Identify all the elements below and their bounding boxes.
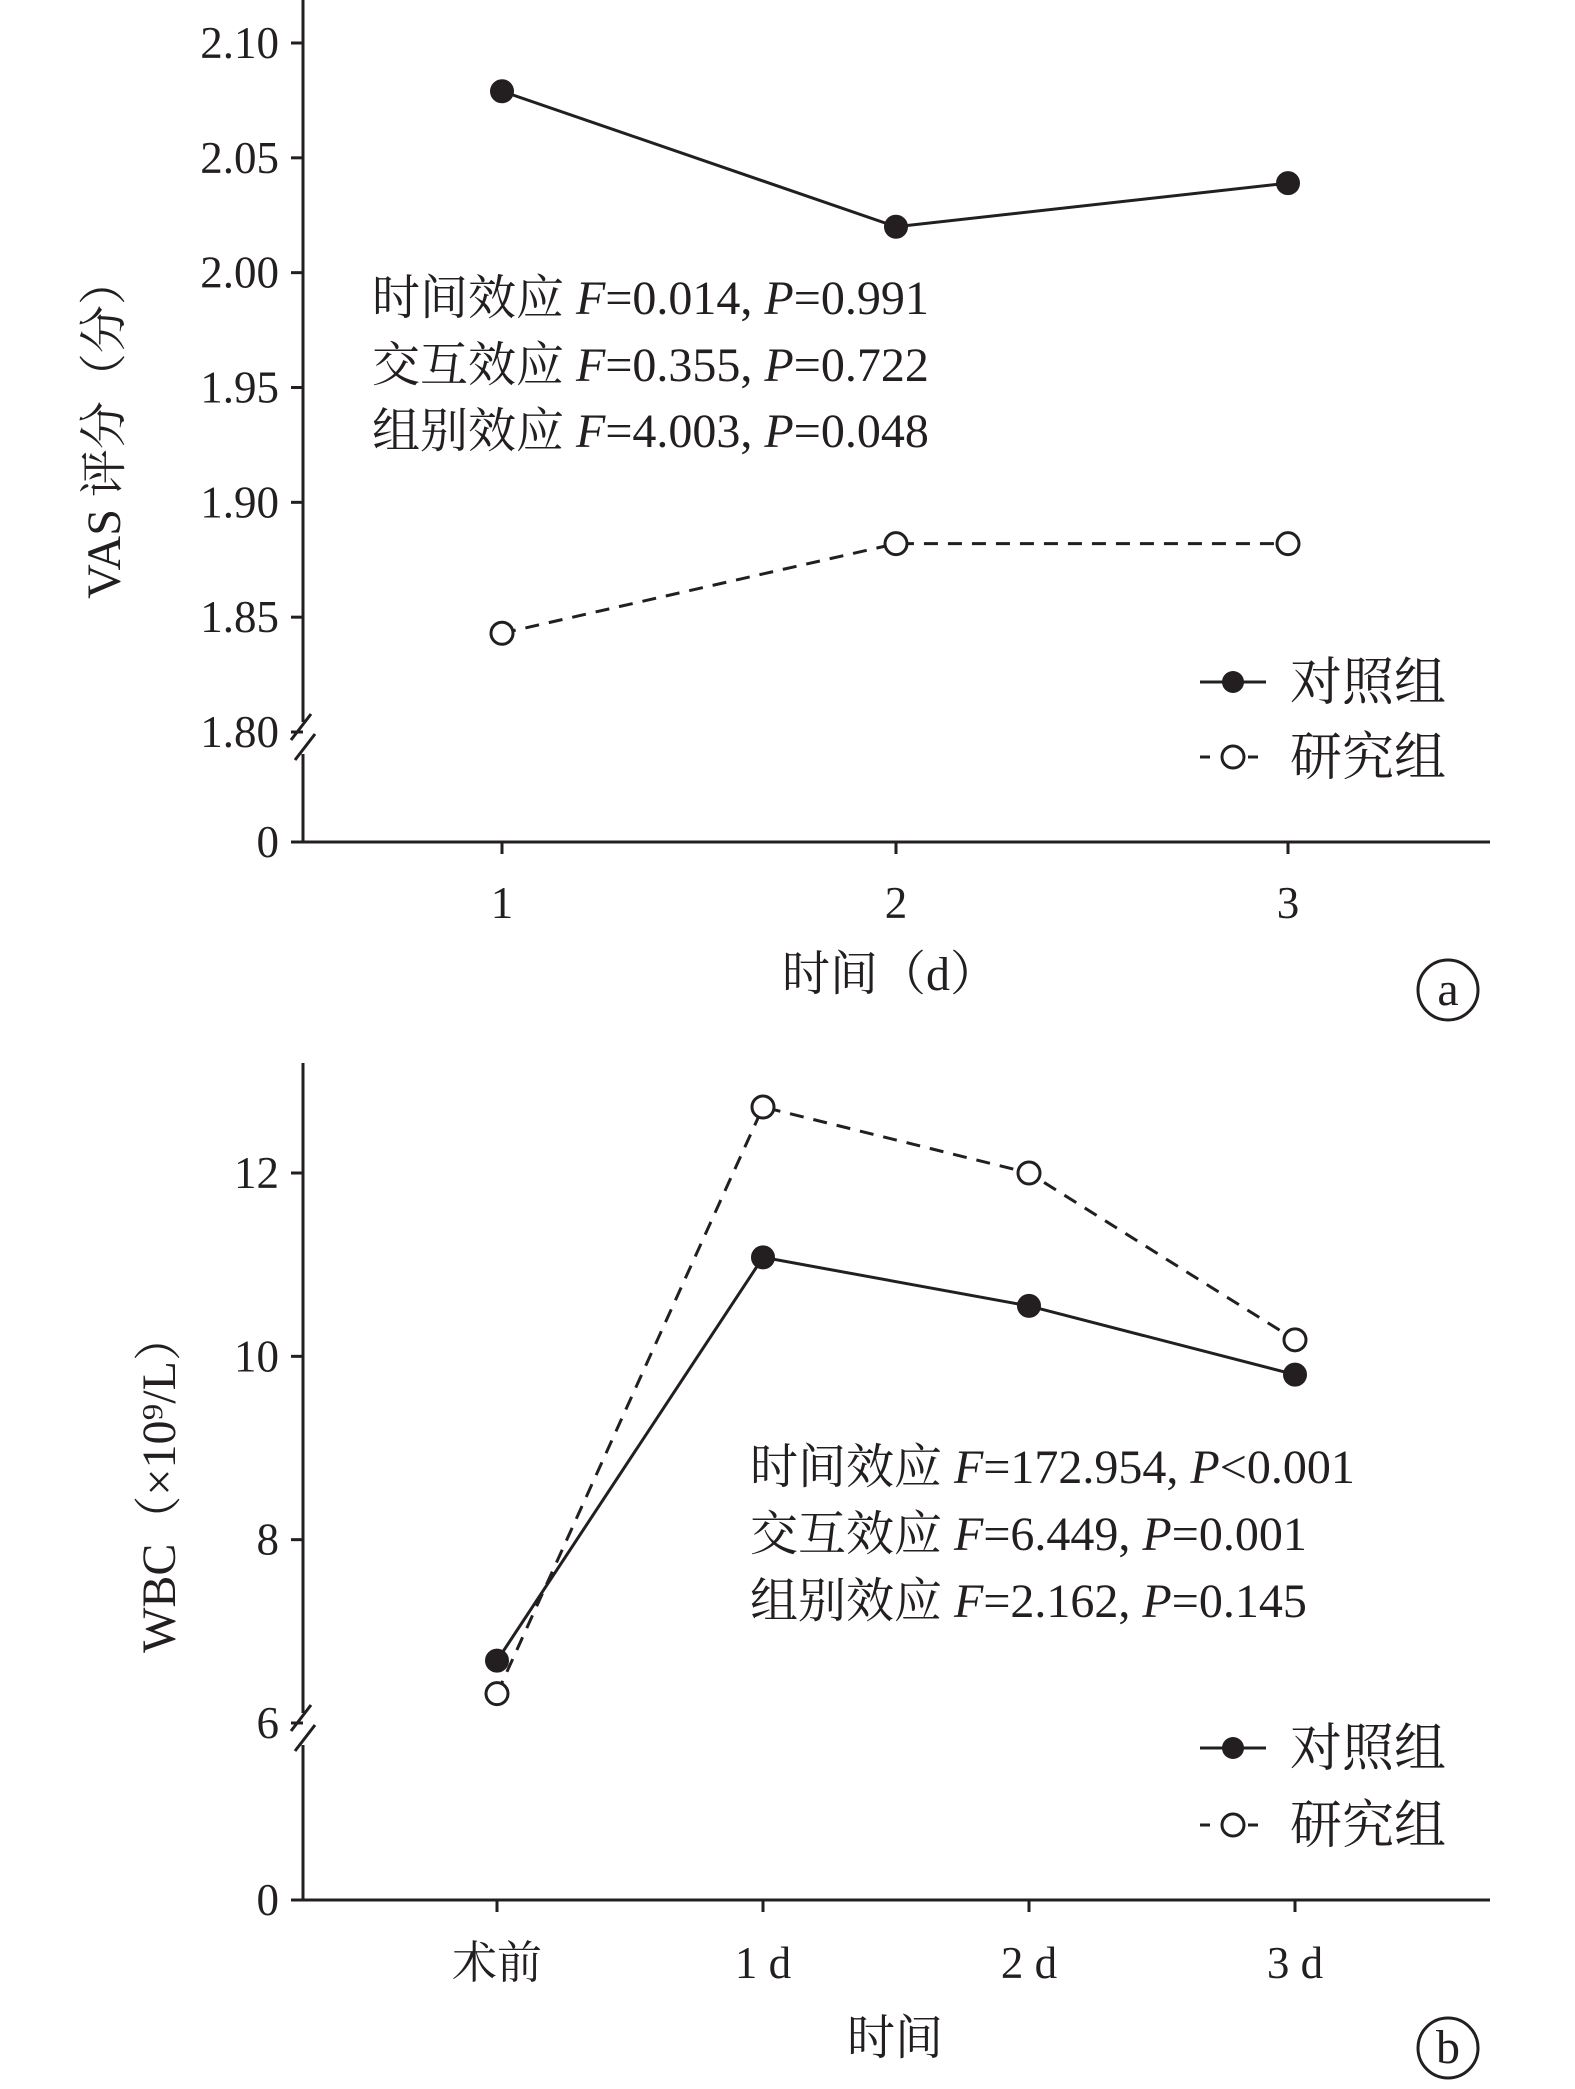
y-tick-label: 8	[256, 1514, 279, 1565]
x-tick-label: 2	[884, 878, 908, 928]
panel-label: a	[1437, 963, 1459, 1016]
y-tick-label: 10	[234, 1331, 279, 1382]
stat-line: 交互效应 F=0.355, P=0.722	[372, 339, 929, 392]
legend	[1200, 1721, 1446, 1855]
data-point	[491, 622, 513, 644]
y-tick-label: 1.90	[200, 477, 279, 528]
y-tick-label: 2.10	[200, 18, 279, 68]
data-point	[1018, 1162, 1040, 1184]
y-axis-label: VAS 评分（分）	[78, 257, 131, 599]
data-point	[752, 1246, 774, 1268]
y-tick-label: 0	[256, 817, 279, 867]
axis-break-mark	[291, 714, 311, 740]
stats-annotation	[372, 272, 929, 458]
stat-line: 组别效应 F=4.003, P=0.048	[372, 405, 929, 458]
y-tick-label: 1.95	[200, 362, 279, 413]
x-tick-label: 术前	[451, 1938, 543, 1988]
panel-label: b	[1436, 2021, 1460, 2074]
legend-label: 研究组	[1290, 730, 1447, 787]
data-point	[1018, 1295, 1040, 1317]
series-line	[502, 544, 1288, 634]
data-point	[752, 1096, 774, 1118]
chart-panel-a	[78, 0, 1490, 1020]
legend-marker	[1222, 671, 1244, 693]
chart-panel-b	[133, 1063, 1490, 2078]
x-tick-label: 3	[1276, 878, 1300, 928]
legend-marker	[1222, 1737, 1244, 1759]
series-line	[502, 91, 1288, 227]
data-point	[491, 80, 513, 102]
legend-marker	[1222, 1814, 1244, 1836]
data-point	[486, 1650, 508, 1672]
stat-line: 时间效应 F=172.954, P<0.001	[750, 1441, 1355, 1494]
x-axis-label: 时间（d）	[781, 948, 999, 1001]
y-tick-label: 2.00	[200, 247, 279, 298]
data-point	[1277, 172, 1299, 194]
y-tick-label: 6	[256, 1698, 279, 1748]
x-axis-label: 时间	[846, 2012, 944, 2065]
axis-break-mark	[295, 734, 315, 760]
stat-line: 时间效应 F=0.014, P=0.991	[372, 272, 929, 325]
x-tick-label: 2 d	[1000, 1938, 1058, 1988]
data-point	[885, 533, 907, 555]
series-study	[491, 533, 1299, 645]
legend-label: 研究组	[1290, 1798, 1447, 1855]
y-axis-label: WBC（×10⁹/L）	[133, 1313, 186, 1653]
data-point	[1277, 533, 1299, 555]
data-point	[1284, 1329, 1306, 1351]
legend-marker	[1222, 746, 1244, 768]
axis-break-mark	[295, 1725, 315, 1751]
y-tick-label: 2.05	[200, 132, 279, 183]
x-tick-label: 1 d	[734, 1938, 792, 1988]
series-control	[491, 80, 1299, 238]
legend-label: 对照组	[1290, 1721, 1447, 1778]
y-tick-label: 0	[256, 1875, 279, 1925]
legend-label: 对照组	[1290, 655, 1447, 712]
x-tick-label: 3 d	[1266, 1938, 1324, 1988]
stat-line: 交互效应 F=6.449, P=0.001	[750, 1508, 1307, 1561]
data-point	[486, 1683, 508, 1705]
y-tick-label: 1.80	[200, 707, 279, 757]
stats-annotation	[750, 1441, 1355, 1628]
data-point	[1284, 1364, 1306, 1386]
x-tick-label: 1	[490, 878, 514, 928]
legend	[1200, 655, 1446, 787]
stat-line: 组别效应 F=2.162, P=0.145	[750, 1575, 1307, 1628]
axis-break-mark	[291, 1705, 311, 1731]
y-tick-label: 1.85	[200, 592, 279, 643]
data-point	[885, 216, 907, 238]
y-tick-label: 12	[234, 1148, 279, 1198]
